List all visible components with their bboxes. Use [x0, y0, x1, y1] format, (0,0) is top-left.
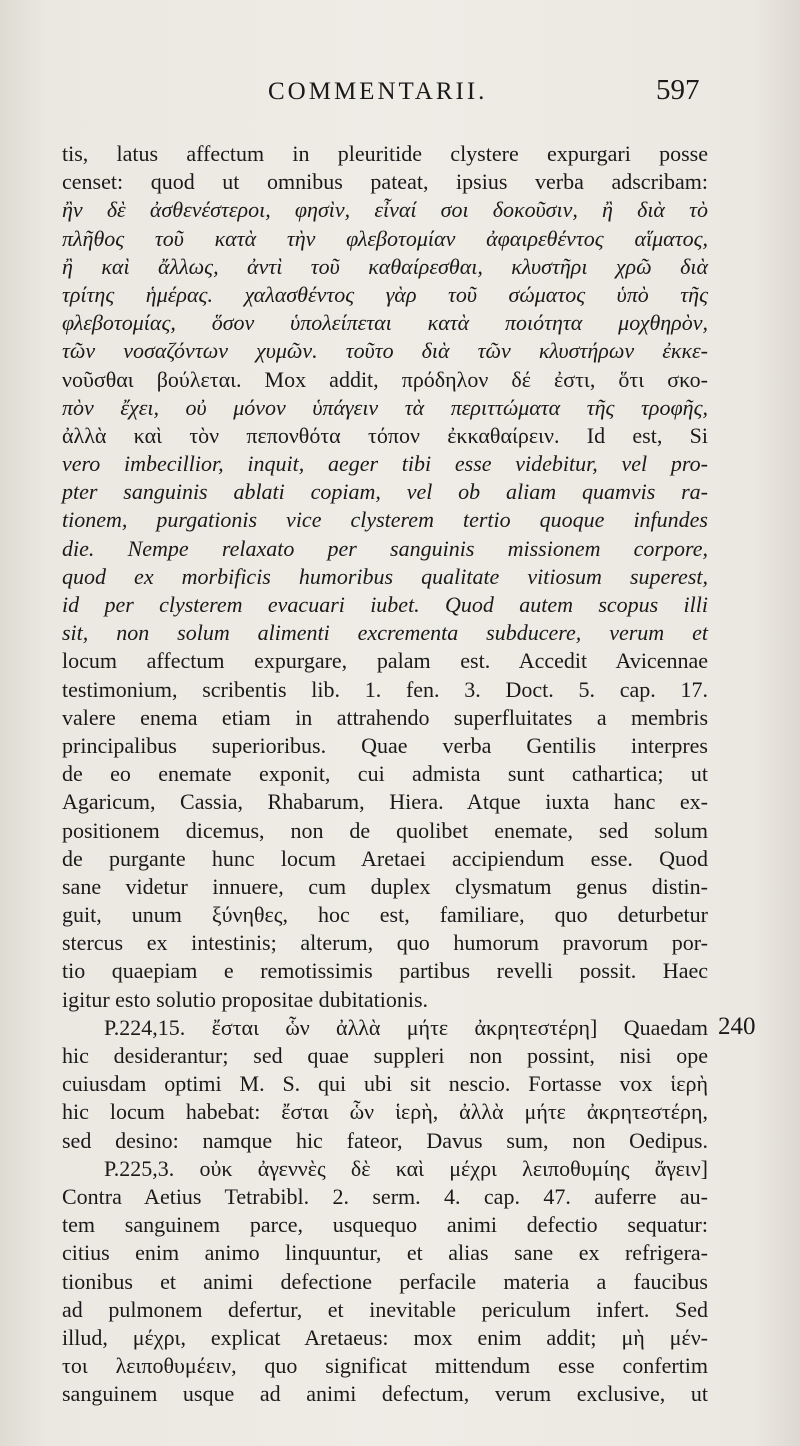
greek-text-line: ἢν δὲ ἀσθενέστεροι, φησὶν, εἶναί σοι δοκοῦσιν, ἢ διὰ τὸ [62, 197, 708, 223]
text-line: locum affectum expurgare, palam est. Accedit Avicennae [62, 648, 708, 674]
text-line: Agaricum, Cassia, Rhabarum, Hiera. Atque iuxta hanc ex- [62, 789, 708, 815]
text-line: tionibus et animi defectione perfacile materia a faucibus [62, 1268, 708, 1294]
italic-text-line: quod ex morbificis humoribus qualitate vitiosum superest, [62, 563, 708, 589]
text-line: valere enema etiam in attrahendo superfluitates a membris [62, 704, 708, 730]
commentary-text [62, 140, 708, 1408]
greek-text-line: τρίτης ἡμέρας. χαλασθέντος γὰρ τοῦ σώματος ὑπὸ τῆς [62, 281, 708, 307]
paragraph-end-line: sed desino: namque hic fateor, Davus sum, non Oedipus. [62, 1127, 708, 1153]
text-line: tio quaepiam e remotissimis partibus revelli possit. Haec [62, 958, 708, 984]
greek-text-line: φλεβοτομίας, ὅσον ὑπολείπεται κατὰ ποιότητα μοχθηρὸν, [62, 310, 708, 336]
lemma-line: P.225,3. οὐκ ἀγεννὲς δὲ καὶ μέχρι λειποθυμίης ἄγειν] [104, 1155, 708, 1181]
greek-text-line: ἢ καὶ ἄλλως, ἀντὶ τοῦ καθαίρεσθαι, κλυστῆρι χρῶ διὰ [62, 253, 708, 279]
text-line: hic locum habebat: ἔσται ὧν ἱερὴ, ἀλλὰ μήτε ἀκρητεστέρη, [62, 1099, 708, 1125]
text-line: hic desiderantur; sed quae suppleri non possint, nisi ope [62, 1043, 708, 1068]
text-line: guit, unum ξύνηθες, hoc est, familiare, quo deturbetur [62, 902, 708, 928]
paragraph-end-line: igitur esto solutio propositae dubitationis. [62, 986, 429, 1012]
running-head [0, 74, 800, 118]
text-line: censet: quod ut omnibus pateat, ipsius verba adscribam: [62, 169, 708, 195]
greek-text-line: τῶν νοσαζόντων χυμῶν. τοῦτο διὰ τῶν κλυστήρων ἐκκε- [62, 338, 708, 364]
text-line: tis, latus affectum in pleuritide clystere expurgari posse [62, 141, 708, 166]
text-line: testimonium, scribentis lib. 1. fen. 3. Doct. 5. cap. 17. [62, 676, 708, 702]
italic-text-line: sit, non solum alimenti excrementa subducere, verum et [62, 620, 708, 646]
text-line: τοι λειποθυμέειν, quo significat mittendum esse confertim [62, 1353, 708, 1379]
text-line: cuiusdam optimi M. S. qui ubi sit nescio. Fortasse vox ἱερὴ [62, 1071, 708, 1097]
italic-text-line: vero imbecillior, inquit, aeger tibi esse videbitur, vel pro- [62, 451, 708, 477]
running-title: COMMENTARII. [268, 78, 488, 105]
text-line: sane videtur innuere, cum duplex clysmatum genus distin- [62, 873, 708, 899]
text-line: positionem dicemus, non de quolibet enemate, sed solum [62, 817, 708, 843]
text-line: νοῦσθαι βούλεται. Mox addit, πρόδηλον δέ ἐστι, ὅτι σκο- [62, 366, 708, 392]
text-line: Contra Aetius Tetrabibl. 2. serm. 4. cap. 47. auferre au- [62, 1183, 708, 1209]
italic-text-line: tionem, purgationis vice clysterem tertio quoque infundes [62, 507, 708, 533]
text-line: de eo enemate exponit, cui admista sunt cathartica; ut [62, 761, 708, 787]
margin-page-reference: 240 [718, 1013, 756, 1040]
italic-text-line: die. Nempe relaxato per sanguinis missionem corpore, [62, 535, 708, 561]
greek-text-line: πὸν ἔχει, οὐ μόνον ὑπάγειν τὰ περιττώματα τῆς τροφῆς, [62, 394, 708, 420]
italic-text-line: pter sanguinis ablati copiam, vel ob aliam quamvis ra- [62, 479, 708, 505]
text-line: illud, μέχρι, explicat Aretaeus: mox enim addit; μὴ μέν- [62, 1324, 708, 1350]
text-line: tem sanguinem parce, usquequo animi defectio sequatur: [62, 1212, 708, 1238]
text-line: ἀλλὰ καὶ τὸν πεπονθότα τόπον ἐκκαθαίρειν. Id est, Si [62, 422, 708, 448]
text-line: stercus ex intestinis; alterum, quo humorum pravorum por- [62, 930, 708, 956]
text-line: ad pulmonem defertur, et inevitable periculum infert. Sed [62, 1296, 708, 1322]
text-line: de purgante hunc locum Aretaei accipiendum esse. Quod [62, 845, 708, 871]
page-number: 597 [656, 74, 700, 106]
italic-text-line: id per clysterem evacuari iubet. Quod autem scopus illi [62, 592, 708, 617]
text-line: citius enim animo linquuntur, et alias sane ex refrigera- [62, 1240, 708, 1266]
text-line: principalibus superioribus. Quae verba Gentilis interpres [62, 732, 708, 758]
lemma-line: P.224,15. ἔσται ὧν ἀλλὰ μήτε ἀκρητεστέρη] Quaedam [104, 1014, 708, 1040]
text-line: sanguinem usque ad animi defectum, verum exclusive, ut [62, 1381, 708, 1407]
greek-text-line: πλῆθος τοῦ κατὰ τὴν φλεβοτομίαν ἀφαιρεθέντος αἵματος, [62, 225, 708, 251]
